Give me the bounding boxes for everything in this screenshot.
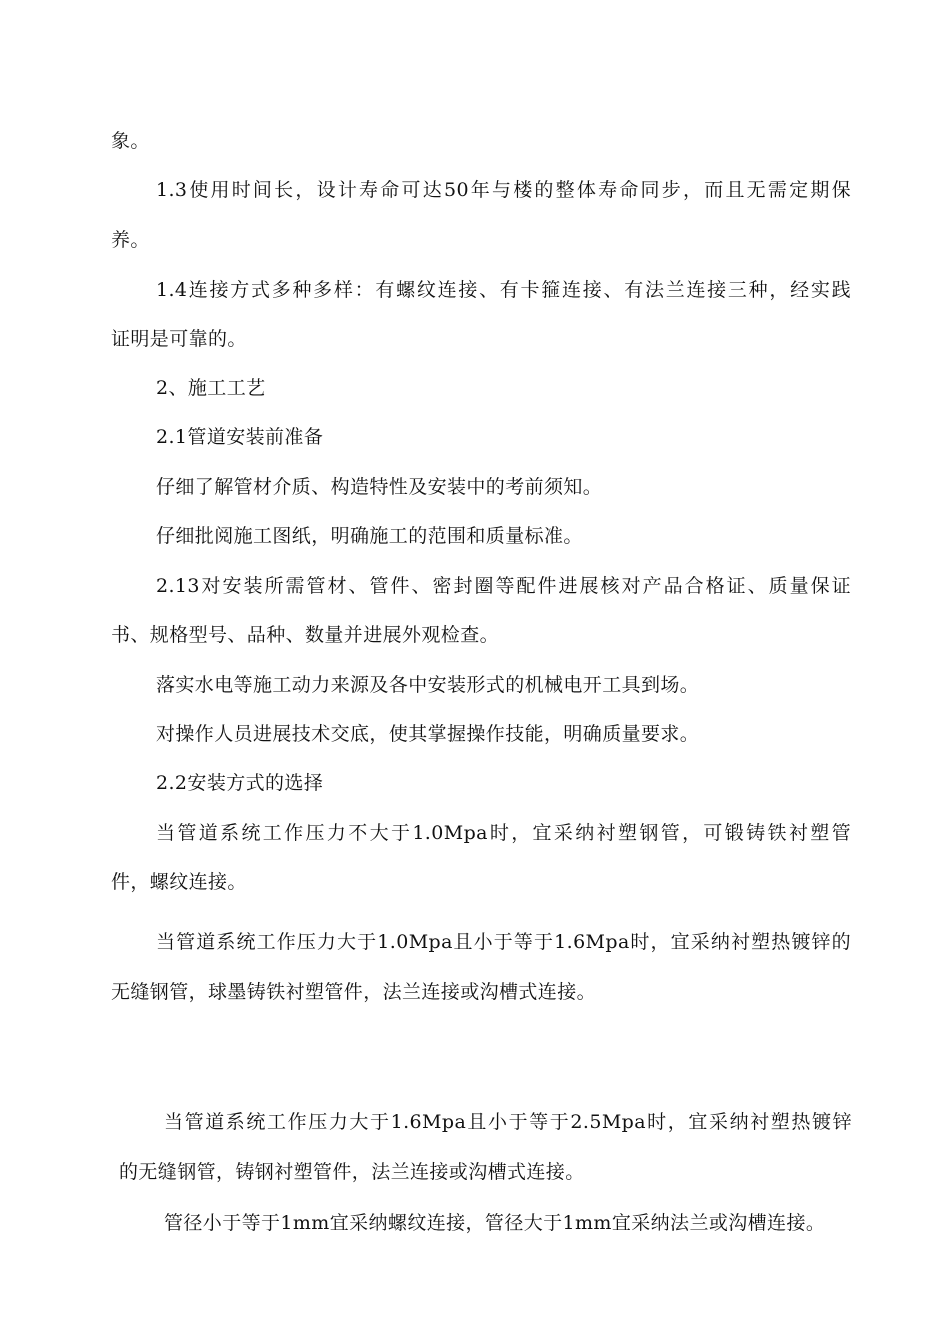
- paragraph-1-3-line-1: 1.3使用时间长，设计寿命可达50年与楼的整体寿命同步，而且无需定期保: [156, 179, 851, 201]
- text-line: 书、规格型号、品种、数量并进展外观检查。: [111, 624, 500, 646]
- paragraph-line: 当管道系统工作压力大于1.6Mpa且小于等于2.5Mpa时，宜采纳衬塑热镀锌: [164, 1111, 852, 1133]
- subsection-heading: 2.2安装方式的选择: [156, 772, 324, 794]
- text-line: 证明是可靠的。: [111, 328, 247, 350]
- text-line: 养。: [111, 229, 150, 251]
- text-line: 象。: [111, 130, 150, 152]
- paragraph-line: 当管道系统工作压力不大于1.0Mpa时，宜采纳衬塑钢管，可锻铸铁衬塑管: [156, 822, 851, 844]
- paragraph-1-4-line-1: 1.4连接方式多种多样：有螺纹连接、有卡箍连接、有法兰连接三种，经实践: [156, 279, 851, 301]
- text-line: 落实水电等施工动力来源及各中安装形式的机械电开工具到场。: [156, 674, 700, 696]
- text-line: 仔细批阅施工图纸，明确施工的范围和质量标准。: [156, 525, 583, 547]
- text-line: 的无缝钢管，铸钢衬塑管件，法兰连接或沟槽式连接。: [119, 1161, 585, 1183]
- text-line: 件，螺纹连接。: [111, 871, 247, 893]
- paragraph-2-13-line-1: 2.13对安装所需管材、管件、密封圈等配件进展核对产品合格证、质量保证: [156, 575, 851, 597]
- text-line: 管径小于等于1mm宜采纳螺纹连接，管径大于1mm宜采纳法兰或沟槽连接。: [164, 1212, 826, 1234]
- text-line: 对操作人员进展技术交底，使其掌握操作技能，明确质量要求。: [156, 723, 700, 745]
- section-heading: 2、施工工艺: [156, 377, 266, 399]
- text-line: 无缝钢管，球墨铸铁衬塑管件，法兰连接或沟槽式连接。: [111, 981, 597, 1003]
- subsection-heading: 2.1管道安装前准备: [156, 426, 324, 448]
- text-line: 仔细了解管材介质、构造特性及安装中的考前须知。: [156, 476, 603, 498]
- paragraph-line: 当管道系统工作压力大于1.0Mpa且小于等于1.6Mpa时，宜采纳衬塑热镀锌的: [156, 931, 851, 953]
